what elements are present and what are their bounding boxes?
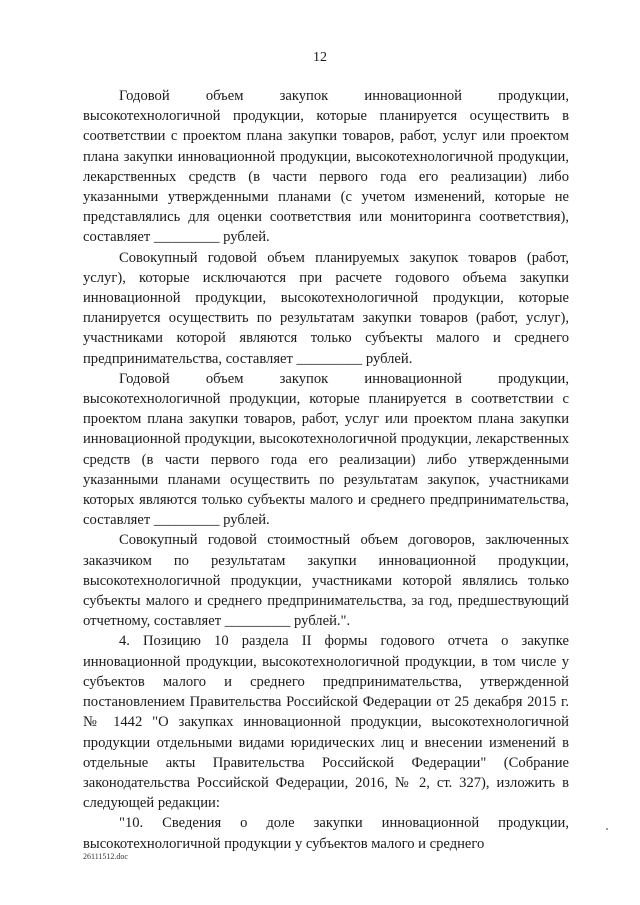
document-body xyxy=(83,86,569,854)
paragraph: Годовой объем закупок инновационной продукции, высокотехнологичной продукции, которые планируется осуществить в соответствии с проектом плана закупки товаров, работ, услуг или проектом плана закупки инновационной продукции, высокотехнологичной продукции, лекарственных средств (в части первого года его реализации) либо указанными утвержденными планами (с учетом изменений, которые не представлялись для оценки соответствия или мониторинга соответствия), составляет _________ рублей. xyxy=(83,88,569,246)
page-number: 12 xyxy=(313,50,327,65)
paragraph: 4. Позицию 10 раздела II формы годового отчета о закупке инновационной продукции, высокотехнологичной продукции, в том числе у субъектов малого и среднего предпринимательства, утвержденной постановлением Правительства Российской Федерации от 25 декабря 2015 г. № 1442 "О закупках инновационной продукции, высокотехнологичной продукции отдельными видами юридических лиц и внесении изменений в отдельные акты Правительства Российской Федерации" (Собрание законодательства Российской Федерации, 2016, № 2, ст. 327), изложить в следующей редакции: xyxy=(83,633,569,812)
paragraph: "10. Сведения о доле закупки инновационной продукции, высокотехнологичной продукции у субъектов малого и среднего xyxy=(83,815,569,852)
footer-filename: 26111512.doc xyxy=(83,852,128,861)
paragraph: Совокупный годовой стоимостный объем договоров, заключенных заказчиком по результатам закупки инновационной продукции, высокотехнологичной продукции, участниками которой являлись только субъекты малого и среднего предпринимательства, за год, предшествующий отчетному, составляет _________ рублей.". xyxy=(83,532,569,630)
paragraph: Совокупный годовой объем планируемых закупок товаров (работ, услуг), которые исключаются при расчете годового объема закупки инновационной продукции, высокотехнологичной продукции, которые планируется осуществить по результатам закупки товаров (работ, услуг), участниками которой являются только субъекты малого и среднего предпринимательства, составляет _________ рублей. xyxy=(83,249,569,367)
scan-speck xyxy=(606,828,608,830)
paragraph: Годовой объем закупок инновационной продукции, высокотехнологичной продукции, которые планируется в соответствии с проектом плана закупки товаров, работ, услуг или проектом плана закупки инновационной продукции, высокотехнологичной продукции, лекарственных средств (в части первого года его реализации) либо утвержденными указанными планами осуществить по результатам закупок, участниками которых являются только субъекты малого и среднего предпринимательства, составляет _________ рублей. xyxy=(83,370,569,529)
